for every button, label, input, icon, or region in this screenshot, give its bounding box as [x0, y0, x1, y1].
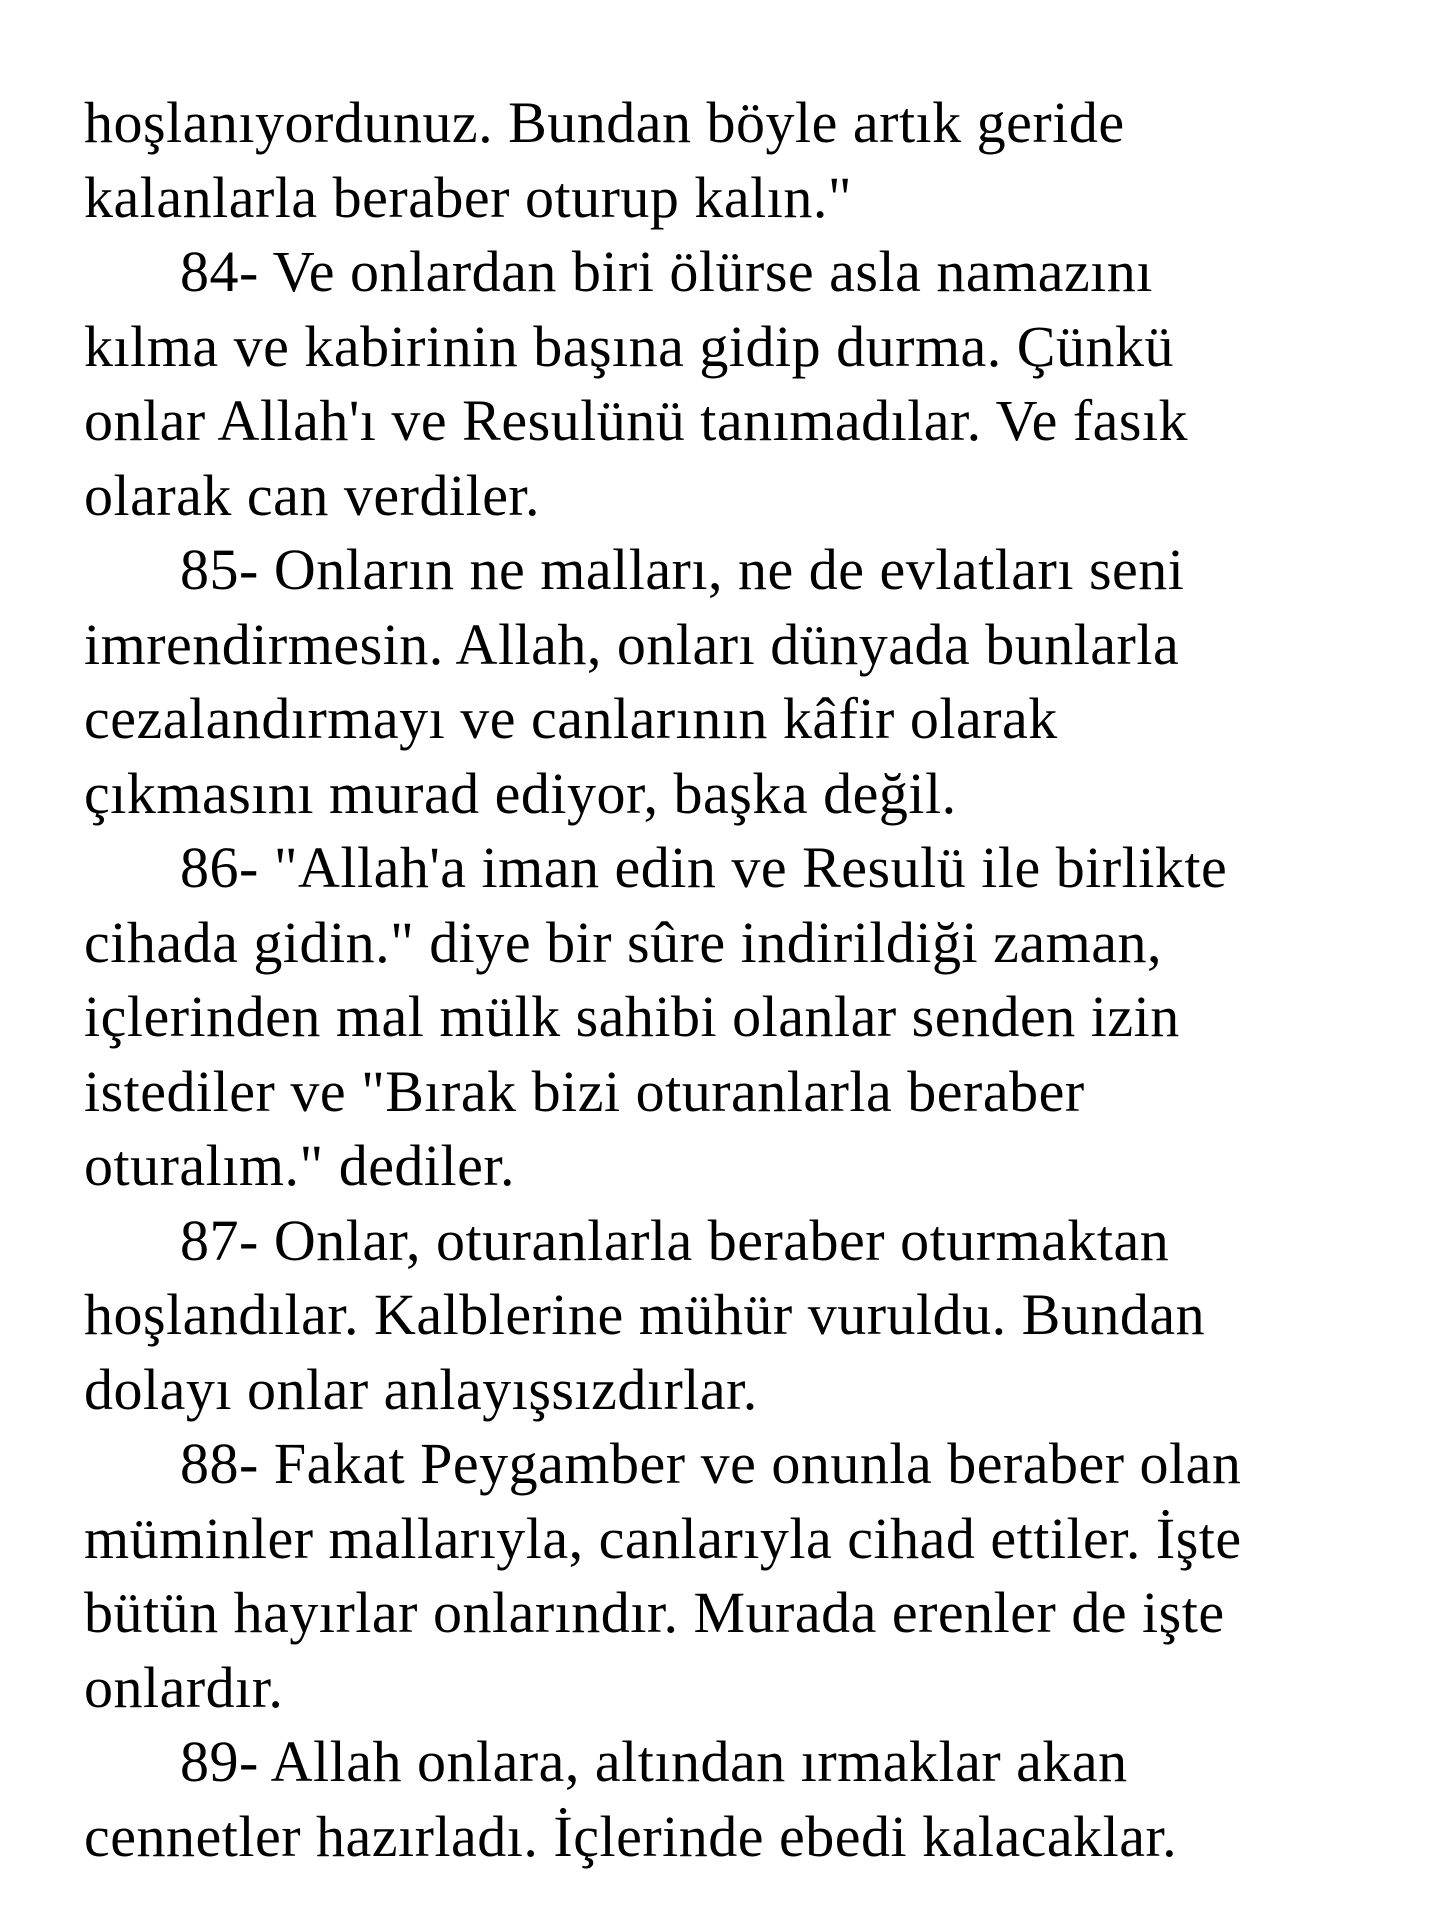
text-line-4: kılma ve kabirinin başına gidip durma. Çünkü [84, 313, 1174, 379]
verse-89-start: 89- Allah onlara, altından ırmaklar akan [180, 1729, 1128, 1794]
text-line-5: onlar Allah'ı ve Resulünü tanımadılar. Ve fasık [84, 388, 1189, 453]
text-line-17: hoşlandılar. Kalblerine mühür vuruldu. Bundan [84, 1282, 1206, 1347]
text-line-6: olarak can verdiler. [84, 462, 541, 528]
text-line-12: cihada gidin." diye bir sûre indirildiği zaman, [84, 909, 1163, 975]
verse-86-start: 86- "Allah'a iman edin ve Resulü ile birlikte [180, 835, 1228, 900]
text-line-13: içlerinden mal mülk sahibi olanlar senden izin [84, 984, 1180, 1049]
document-page [84, 86, 1384, 1874]
verse-85-start: 85- Onların ne malları, ne de evlatları seni [180, 537, 1185, 602]
text-line-22: onlardır. [84, 1654, 284, 1720]
text-line-15: oturalım." dediler. [84, 1133, 516, 1198]
text-line-1: hoşlanıyordunuz. Bundan böyle artık geride [84, 90, 1125, 155]
text-line-14: istediler ve "Bırak bizi oturanlarla beraber [84, 1058, 1085, 1124]
text-line-10: çıkmasını murad ediyor, başka değil. [84, 760, 957, 826]
verse-87-start: 87- Onlar, oturanlarla beraber oturmaktan [180, 1207, 1170, 1273]
text-line-9: cezalandırmayı ve canlarının kâfir olarak [84, 686, 1058, 751]
text-line-18: dolayı onlar anlayışsızdırlar. [84, 1356, 758, 1422]
text-line-21: bütün hayırlar onlarındır. Murada erenler de işte [84, 1580, 1225, 1645]
text-line-24: cennetler hazırladı. İçlerinde ebedi kalacaklar. [84, 1803, 1178, 1869]
text-line-2: kalanlarla beraber oturup kalın." [84, 164, 853, 230]
text-line-20: müminler mallarıyla, canlarıyla cihad ettiler. İşte [84, 1505, 1242, 1571]
verse-88-start: 88- Fakat Peygamber ve onunla beraber olan [180, 1431, 1242, 1496]
verse-84-start: 84- Ve onlardan biri ölürse asla namazını [180, 239, 1153, 304]
text-line-8: imrendirmesin. Allah, onları dünyada bunlarla [84, 611, 1180, 677]
